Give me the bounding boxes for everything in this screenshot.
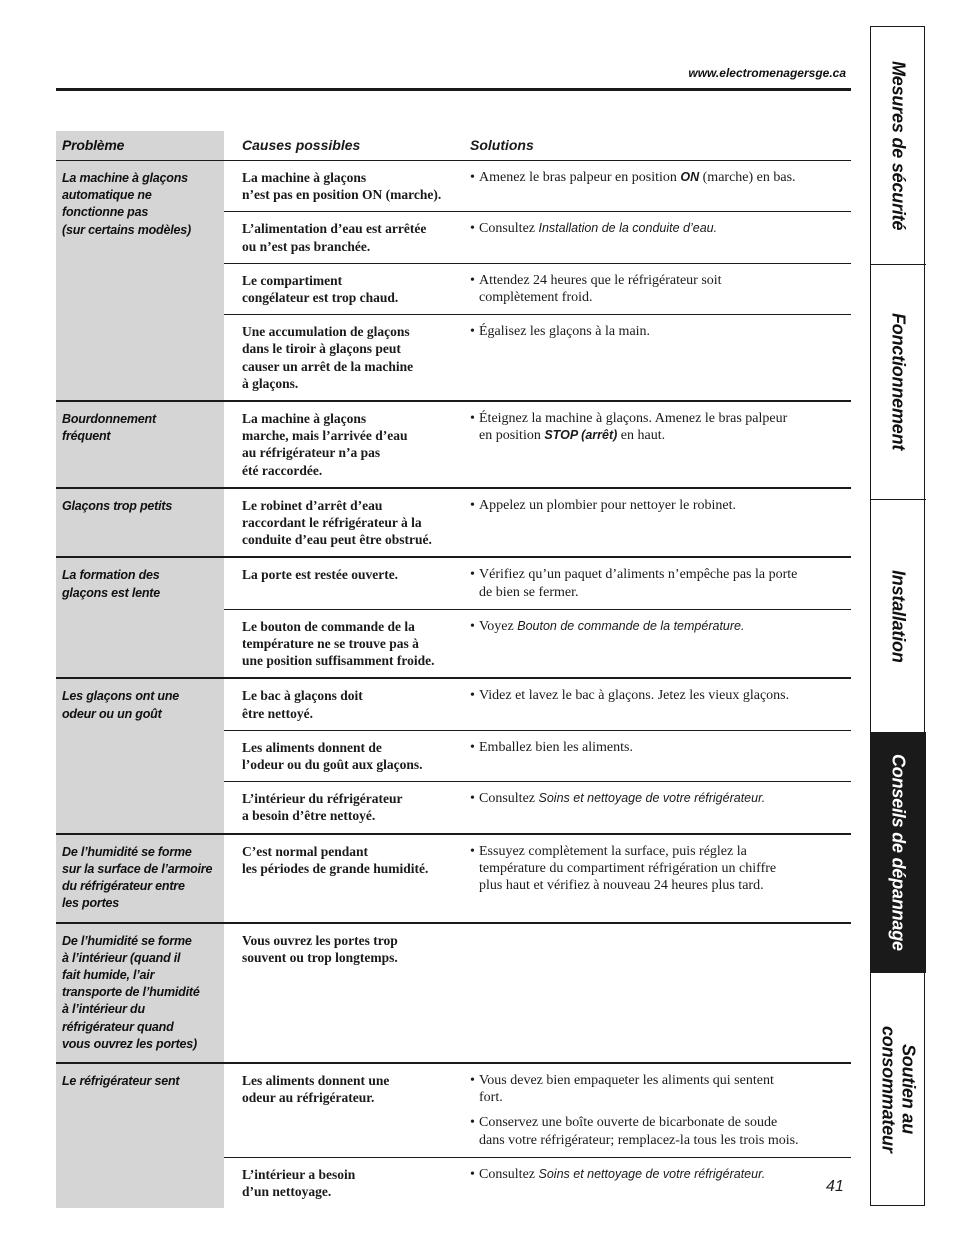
solution-segment: Bouton de commande de la température. (517, 618, 745, 633)
page-number: 41 (826, 1178, 844, 1195)
solution-segment: Vous devez bien empaqueter les aliments qui sentent fort. (479, 1072, 774, 1106)
cause-solution-row (224, 161, 851, 211)
solution-text (479, 1166, 765, 1183)
column-header-problem: Problème (56, 131, 224, 160)
solution-text (479, 566, 797, 600)
solutions-cell (470, 1064, 851, 1157)
causes-solutions (224, 679, 851, 832)
tab-conseils-de-depannage[interactable] (871, 733, 926, 973)
cause-text: La machine à glaçons marche, mais l’arrivée d’eau au réfrigérateur n’a pas été raccordée. (242, 411, 408, 478)
bullet-icon: • (470, 324, 475, 340)
problem-row (56, 487, 851, 557)
problem-label: Le réfrigérateur sent (56, 1064, 224, 1208)
cause-text: Le bouton de commande de la température ne se trouve pas à une position suffisamment froide. (242, 618, 435, 669)
causes-solutions (224, 489, 851, 557)
problem-row (56, 161, 851, 400)
solution-segment: Attendez 24 heures que le réfrigérateur soit complètement froid. (479, 272, 722, 306)
solutions-cell (470, 264, 851, 314)
problem-label: Glaçons trop petits (56, 489, 224, 557)
top-rule (56, 88, 851, 91)
cause-text: Vous ouvrez les portes trop souvent ou trop longtemps. (242, 932, 398, 965)
solution-item (470, 410, 849, 444)
cause-solution-row (224, 489, 851, 557)
solution-segment: Soins et nettoyage de votre réfrigérateur. (538, 791, 766, 806)
solution-item (470, 687, 849, 704)
problem-label: Les glaçons ont une odeur ou un goût (56, 679, 224, 832)
cause-solution-row (224, 781, 851, 832)
solution-segment: Éteignez la machine à glaçons. Amenez le bras palpeur en position (479, 411, 788, 444)
cause-text: Les aliments donnent de l’odeur ou du goût aux glaçons. (242, 739, 423, 773)
problem-row (56, 922, 851, 1062)
bullet-icon: • (470, 1166, 475, 1182)
cause-solution-row (224, 1064, 851, 1157)
cause-solution-row (224, 314, 851, 400)
cause-solution-row (224, 679, 851, 729)
solution-segment: Conservez une boîte ouverte de bicarbonate de soude dans votre réfrigérateur; remplacez-la tous les trois mois. (479, 1115, 799, 1148)
solution-segment: Videz et lavez le bac à glaçons. Jetez les vieux glaçons. (479, 688, 790, 704)
solution-segment: Consultez (479, 1166, 539, 1182)
solution-segment: ON (680, 170, 700, 184)
solution-item (470, 790, 849, 807)
bullet-icon: • (470, 411, 475, 427)
solution-segment: en haut. (617, 428, 666, 444)
cause-solution-row (224, 730, 851, 781)
bullet-icon: • (470, 1115, 475, 1131)
section-tabs (870, 26, 925, 1206)
column-header-causes: Causes possibles (242, 137, 361, 153)
problem-label: La machine à glaçons automatique ne fonctionne pas (sur certains modèles) (56, 161, 224, 400)
solution-text (479, 790, 765, 807)
solution-segment: Voyez (479, 618, 518, 634)
cause-solution-row (224, 402, 851, 487)
problem-label: Bourdonnement fréquent (56, 402, 224, 487)
bullet-icon: • (470, 221, 475, 237)
cause-text: C’est normal pendant les périodes de grande humidité. (242, 843, 429, 876)
solution-segment: Installation de la conduite d’eau. (538, 221, 718, 236)
problem-row (56, 1062, 851, 1208)
solution-text (479, 220, 717, 237)
solution-item (470, 843, 849, 895)
bullet-icon: • (470, 791, 475, 807)
bullet-icon: • (470, 170, 475, 185)
solutions-cell (470, 315, 851, 400)
cause-text: La machine à glaçons n’est pas en position ON (marche). (242, 170, 442, 203)
solution-item (470, 323, 849, 340)
cause-solution-row (224, 263, 851, 314)
problem-label: De l’humidité se forme sur la surface de l’armoire du réfrigérateur entre les portes (56, 835, 224, 922)
tab-soutien-au-consommateur[interactable] (871, 973, 926, 1205)
solution-text (479, 1114, 799, 1148)
cause-solution-row (224, 609, 851, 678)
solution-segment: Appelez un plombier pour nettoyer le robinet. (479, 497, 736, 513)
solution-segment: Vérifiez qu’un paquet d’aliments n’empêche pas la porte de bien se fermer. (479, 567, 798, 600)
causes-solutions (224, 402, 851, 487)
problem-row (56, 400, 851, 487)
solution-item (470, 1114, 849, 1148)
solution-item (470, 220, 849, 237)
bullet-icon: • (470, 272, 475, 288)
problem-label: De l’humidité se forme à l’intérieur (quand il fait humide, l’air transporte de l’humidité à l’intérieur du réfrigérateur quand vous ouvrez les portes) (56, 924, 224, 1062)
causes-solutions (224, 558, 851, 677)
problem-row (56, 556, 851, 677)
solution-text (479, 169, 796, 186)
solution-segment: Consultez (479, 791, 539, 807)
solutions-cell (470, 558, 851, 608)
bullet-icon: • (470, 497, 475, 513)
solutions-cell (470, 924, 851, 974)
problem-row (56, 833, 851, 922)
solution-text (479, 1072, 774, 1106)
cause-text: Les aliments donnent une odeur au réfrigérateur. (242, 1072, 390, 1106)
cause-text: L’alimentation d’eau est arrêtée ou n’est pas branchée. (242, 221, 427, 254)
bullet-icon: • (470, 739, 475, 755)
solution-segment: Consultez (479, 221, 539, 237)
solution-item (470, 169, 849, 186)
solution-item (470, 1166, 849, 1183)
solution-item (470, 272, 849, 306)
causes-solutions (224, 924, 851, 1062)
tab-mesures-de-securite[interactable] (871, 27, 926, 265)
cause-text: L’intérieur a besoin d’un nettoyage. (242, 1166, 356, 1199)
table-body (56, 161, 851, 1208)
solution-item (470, 566, 849, 600)
solution-text (479, 687, 789, 704)
solution-segment: Essuyez complètement la surface, puis réglez la température du compartiment réfrigération un chiffre plus haut et vérifiez à nouveau 24 heures plus tard. (479, 843, 777, 894)
solution-text (479, 618, 744, 635)
cause-text: Le compartiment congélateur est trop chaud. (242, 272, 399, 306)
cause-text: Une accumulation de glaçons dans le tiroir à glaçons peut causer un arrêt de la machine à glaçons. (242, 324, 414, 391)
bullet-icon: • (470, 1072, 475, 1088)
tab-label: Installation (888, 569, 909, 663)
cause-solution-row (224, 558, 851, 608)
website-url[interactable]: www.electromenagersge.ca (688, 66, 846, 80)
solution-item (470, 618, 849, 635)
solution-segment: Égalisez les glaçons à la main. (479, 324, 651, 340)
column-header-solutions: Solutions (470, 137, 534, 153)
solution-item (470, 497, 849, 514)
table-header (56, 131, 851, 161)
bullet-icon: • (470, 688, 475, 704)
solutions-cell (470, 402, 851, 487)
cause-solution-row (224, 211, 851, 262)
causes-solutions (224, 161, 851, 400)
solution-segment: (marche) en bas. (699, 170, 796, 185)
causes-solutions (224, 835, 851, 922)
solution-item (470, 1072, 849, 1106)
cause-solution-row (224, 1157, 851, 1208)
solution-text (479, 272, 722, 306)
cause-solution-row (224, 924, 851, 974)
solutions-cell (470, 731, 851, 781)
causes-solutions (224, 1064, 851, 1208)
bullet-icon: • (470, 618, 475, 634)
tab-fonctionnement[interactable] (871, 265, 926, 500)
solutions-cell (470, 489, 851, 557)
cause-text: La porte est restée ouverte. (242, 567, 399, 583)
solution-segment: Soins et nettoyage de votre réfrigérateur. (538, 1166, 766, 1181)
solution-text (479, 843, 776, 895)
solution-text (479, 739, 633, 756)
solutions-cell (470, 835, 851, 903)
solution-segment: Amenez le bras palpeur en position (479, 170, 681, 185)
solutions-cell (470, 610, 851, 678)
solution-item (470, 739, 849, 756)
tab-label: Conseils de dépannage (888, 754, 909, 951)
solutions-cell (470, 161, 851, 211)
solutions-cell (470, 782, 851, 832)
tab-label: Soutien au consommateur (878, 1025, 919, 1153)
problem-label: La formation des glaçons est lente (56, 558, 224, 677)
tab-installation[interactable] (871, 500, 926, 733)
cause-text: Le bac à glaçons doit être nettoyé. (242, 688, 363, 721)
problem-row (56, 677, 851, 832)
solution-text (479, 410, 787, 444)
cause-text: L’intérieur du réfrigérateur a besoin d’être nettoyé. (242, 791, 403, 824)
cause-solution-row (224, 835, 851, 903)
tab-label: Mesures de sécurité (888, 60, 909, 231)
solution-segment: STOP (arrêt) (544, 428, 618, 443)
bullet-icon: • (470, 843, 475, 859)
solution-segment: Emballez bien les aliments. (479, 739, 633, 755)
solution-text (479, 323, 650, 340)
solutions-cell (470, 679, 851, 729)
solutions-cell (470, 212, 851, 262)
bullet-icon: • (470, 567, 475, 583)
troubleshooting-table (56, 131, 851, 1208)
cause-text: Le robinet d’arrêt d’eau raccordant le réfrigérateur à la conduite d’eau peut être obstrué. (242, 497, 432, 548)
solution-text (479, 497, 736, 514)
solutions-cell (470, 1158, 851, 1208)
tab-label: Fonctionnement (888, 313, 909, 451)
